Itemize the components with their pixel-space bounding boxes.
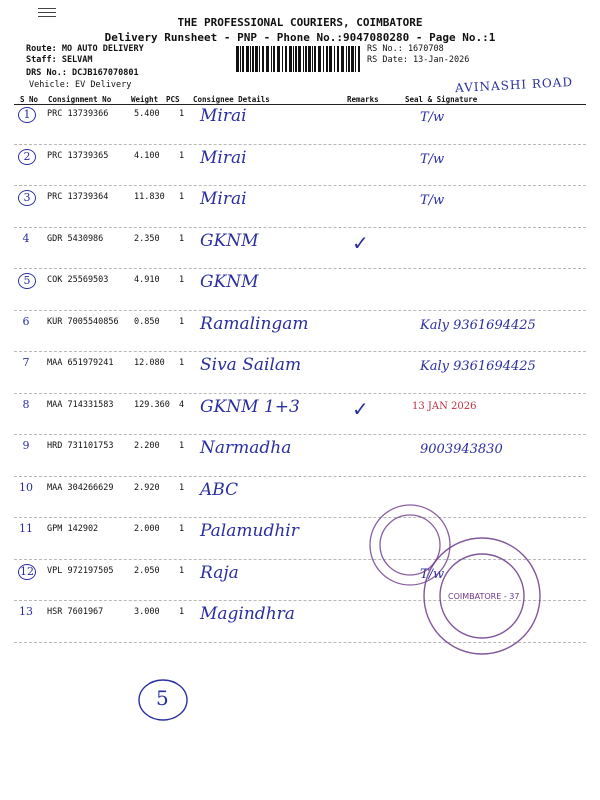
row-weight: 11.830 <box>134 192 165 202</box>
row-sno: 13 <box>19 605 33 618</box>
row-pcs: 1 <box>179 607 185 617</box>
row-sno: 3 <box>18 190 36 206</box>
row-sno: 2 <box>18 149 36 165</box>
row-remark-tick: ✓ <box>352 396 369 421</box>
row-consignment-number: HRD 731101753 <box>47 441 114 451</box>
row-consignment-number: VPL 972197505 <box>47 565 114 576</box>
row-consignee-handwritten: Narmadha <box>200 438 292 458</box>
row-consignment-number: GPM 142902 <box>47 524 99 534</box>
row-sno: 5 <box>18 273 36 289</box>
row-signature: T/w <box>420 193 445 208</box>
runsheet-subtitle: Delivery Runsheet - PNP - Phone No.:9047080280 - Page No.:1 <box>104 31 496 44</box>
rs-date: RS Date: 13-Jan-2026 <box>367 55 470 65</box>
row-consignment-number: MAA 304266629 <box>47 482 114 493</box>
row-pcs: 1 <box>179 441 185 451</box>
row-consignee-handwritten: Mirai <box>200 106 247 126</box>
row-pcs: 1 <box>179 233 185 244</box>
row-sno: 4 <box>22 231 30 245</box>
row-consignee-handwritten: GKNM <box>200 272 259 292</box>
handwritten-area-note: AVINASHI ROAD <box>454 74 574 96</box>
row-consignee-handwritten: GKNM <box>200 230 259 251</box>
row-consignee-handwritten: Siva Sailam <box>200 355 302 375</box>
row-consignee-handwritten: ABC <box>200 479 239 500</box>
row-weight: 2.000 <box>134 524 160 534</box>
row-consignee-handwritten: GKNM 1+3 <box>200 396 300 417</box>
column-header-weight: Weight <box>131 95 159 104</box>
row-pcs: 1 <box>179 109 185 119</box>
row-consignment-number: PRC 13739364 <box>47 192 109 202</box>
row-consignment-number: GDR 5430986 <box>47 233 104 244</box>
row-signature: T/w <box>420 566 445 582</box>
row-consignment-number: MAA 714331583 <box>47 399 114 410</box>
total-count: 5 <box>156 686 169 710</box>
row-consignment-number: KUR 7005540856 <box>47 316 119 327</box>
row-sno: 1 <box>18 107 36 123</box>
route-label: Route: MO AUTO DELIVERY <box>26 44 144 54</box>
row-consignment-number: MAA 651979241 <box>47 358 114 368</box>
row-sno: 9 <box>22 439 30 452</box>
rs-number: RS No.: 1670708 <box>367 44 444 54</box>
row-consignment-number: COK 25569503 <box>47 275 109 285</box>
row-signature: T/w <box>420 110 445 125</box>
row-consignee-handwritten: Raja <box>200 562 239 583</box>
row-consignment-number: HSR 7601967 <box>47 607 104 617</box>
column-header-pcs: PCS <box>166 95 180 104</box>
row-pcs: 1 <box>179 275 185 285</box>
row-weight: 2.200 <box>134 441 160 451</box>
row-pcs: 1 <box>179 316 185 327</box>
row-pcs: 1 <box>179 192 185 202</box>
staff-label: Staff: SELVAM <box>26 55 93 65</box>
row-weight: 5.400 <box>134 109 160 119</box>
row-signature: 9003943830 <box>420 442 503 457</box>
vehicle-label: Vehicle: EV Delivery <box>29 80 132 90</box>
row-pcs: 4 <box>179 399 185 410</box>
row-sno: 10 <box>19 480 33 494</box>
column-header-consignee: Consignee Details <box>193 95 270 104</box>
row-consignee-handwritten: Mirai <box>200 189 247 209</box>
row-consignment-number: PRC 13739366 <box>47 109 109 119</box>
row-sno: 8 <box>22 397 30 411</box>
row-signature: Kaly 9361694425 <box>420 359 536 374</box>
row-weight: 4.910 <box>134 275 160 285</box>
row-weight: 0.850 <box>134 316 160 327</box>
row-weight: 2.350 <box>134 233 160 244</box>
row-pcs: 1 <box>179 150 185 161</box>
row-consignment-number: PRC 13739365 <box>47 150 109 161</box>
row-consignee-handwritten: Magindhra <box>200 604 295 624</box>
row-weight: 2.050 <box>134 565 160 576</box>
row-sno: 7 <box>22 356 30 369</box>
row-pcs: 1 <box>179 565 185 576</box>
company-title: THE PROFESSIONAL COURIERS, COIMBATORE <box>177 16 423 29</box>
row-weight: 3.000 <box>134 607 160 617</box>
row-pcs: 1 <box>179 524 185 534</box>
row-weight: 129.360 <box>134 399 170 410</box>
row-weight: 2.920 <box>134 482 160 493</box>
row-signature: 13 JAN 2026 <box>412 400 477 412</box>
row-signature: Kaly 9361694425 <box>420 317 536 333</box>
seal-location-text: COIMBATORE - 37 <box>448 592 520 601</box>
row-consignee-handwritten: Ramalingam <box>200 313 309 334</box>
row-weight: 12.080 <box>134 358 165 368</box>
column-header-sno: S No <box>20 95 39 104</box>
row-consignee-handwritten: Mirai <box>200 147 247 168</box>
row-sno: 12 <box>20 564 34 578</box>
row-signature: T/w <box>420 151 445 167</box>
row-pcs: 1 <box>179 482 185 493</box>
row-sno: 6 <box>22 314 30 328</box>
row-remark-tick: ✓ <box>352 230 369 255</box>
column-header-remarks: Remarks <box>347 95 379 104</box>
drs-number: DRS No.: DCJB167070801 <box>26 68 139 78</box>
row-sno: 11 <box>19 522 33 535</box>
row-weight: 4.100 <box>134 150 160 161</box>
column-header-consignment: Consignment No <box>48 95 112 104</box>
round-company-seal <box>370 505 450 585</box>
row-consignee-handwritten: Palamudhir <box>200 521 299 541</box>
column-header-seal: Seal & Signature <box>405 95 478 104</box>
row-pcs: 1 <box>179 358 185 368</box>
